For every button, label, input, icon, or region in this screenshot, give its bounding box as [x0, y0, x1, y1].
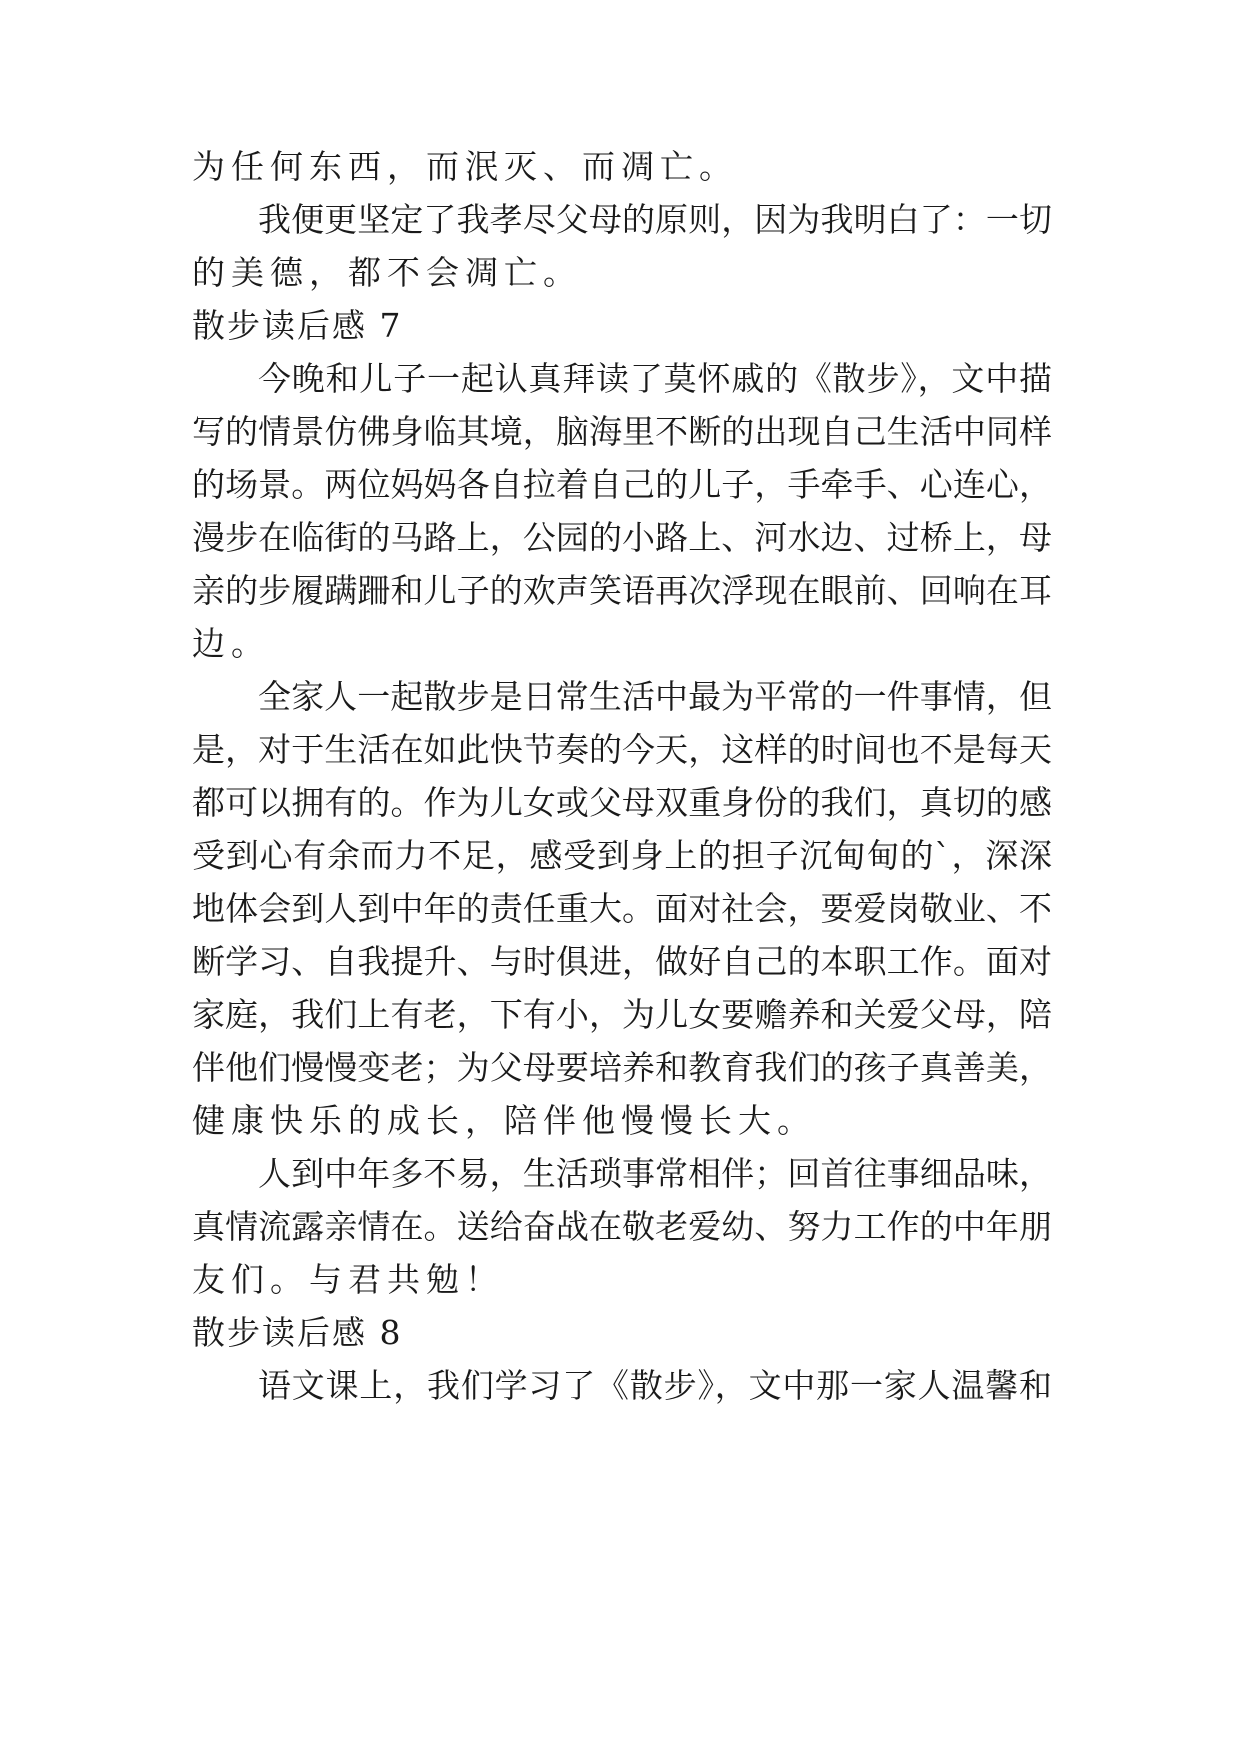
paragraph-line: 人到中年多不易，生活琐事常相伴；回首往事细品味，	[258, 1154, 1052, 1193]
paragraph-line: 真情流露亲情在。送给奋战在敬老爱幼、努力工作的中年朋	[192, 1207, 1052, 1246]
paragraph-line: 是，对于生活在如此快节奏的今天，这样的时间也不是每天	[192, 730, 1052, 769]
paragraph-line: 都可以拥有的。作为儿女或父母双重身份的我们，真切的感	[192, 783, 1052, 822]
section-heading: 散步读后感 7	[192, 306, 403, 345]
paragraph-line: 亲的步履蹒跚和儿子的欢声笑语再次浮现在眼前、回响在耳	[192, 571, 1052, 610]
paragraph-line: 断学习、自我提升、与时俱进，做好自己的本职工作。面对	[192, 942, 1052, 981]
paragraph-line: 今晚和儿子一起认真拜读了莫怀戚的《散步》，文中描	[258, 359, 1052, 398]
paragraph-line: 家庭，我们上有老，下有小，为儿女要赡养和关爱父母，陪	[192, 995, 1052, 1034]
paragraph-line: 受到心有余而力不足，感受到身上的担子沉甸甸的`，深深	[192, 836, 1052, 875]
paragraph-line: 语文课上，我们学习了《散步》，文中那一家人温馨和	[258, 1366, 1052, 1405]
section-heading: 散步读后感 8	[192, 1313, 403, 1352]
paragraph-line: 我便更坚定了我孝尽父母的原则，因为我明白了：一切	[258, 200, 1052, 239]
paragraph-line: 的美德，都不会凋亡。	[192, 253, 582, 292]
paragraph-line: 友们。与君共勉！	[192, 1260, 504, 1299]
paragraph-line: 健康快乐的成长，陪伴他慢慢长大。	[192, 1101, 816, 1140]
paragraph-line: 地体会到人到中年的责任重大。面对社会，要爱岗敬业、不	[192, 889, 1052, 928]
paragraph-line: 为任何东西，而泯灭、而凋亡。	[192, 147, 738, 186]
paragraph-line: 边。	[192, 624, 270, 663]
paragraph-line: 伴他们慢慢变老；为父母要培养和教育我们的孩子真善美，	[192, 1048, 1052, 1087]
paragraph-line: 的场景。两位妈妈各自拉着自己的儿子，手牵手、心连心，	[192, 465, 1052, 504]
paragraph-line: 漫步在临街的马路上，公园的小路上、河水边、过桥上，母	[192, 518, 1052, 557]
paragraph-line: 写的情景仿佛身临其境，脑海里不断的出现自己生活中同样	[192, 412, 1052, 451]
paragraph-line: 全家人一起散步是日常生活中最为平常的一件事情，但	[258, 677, 1052, 716]
